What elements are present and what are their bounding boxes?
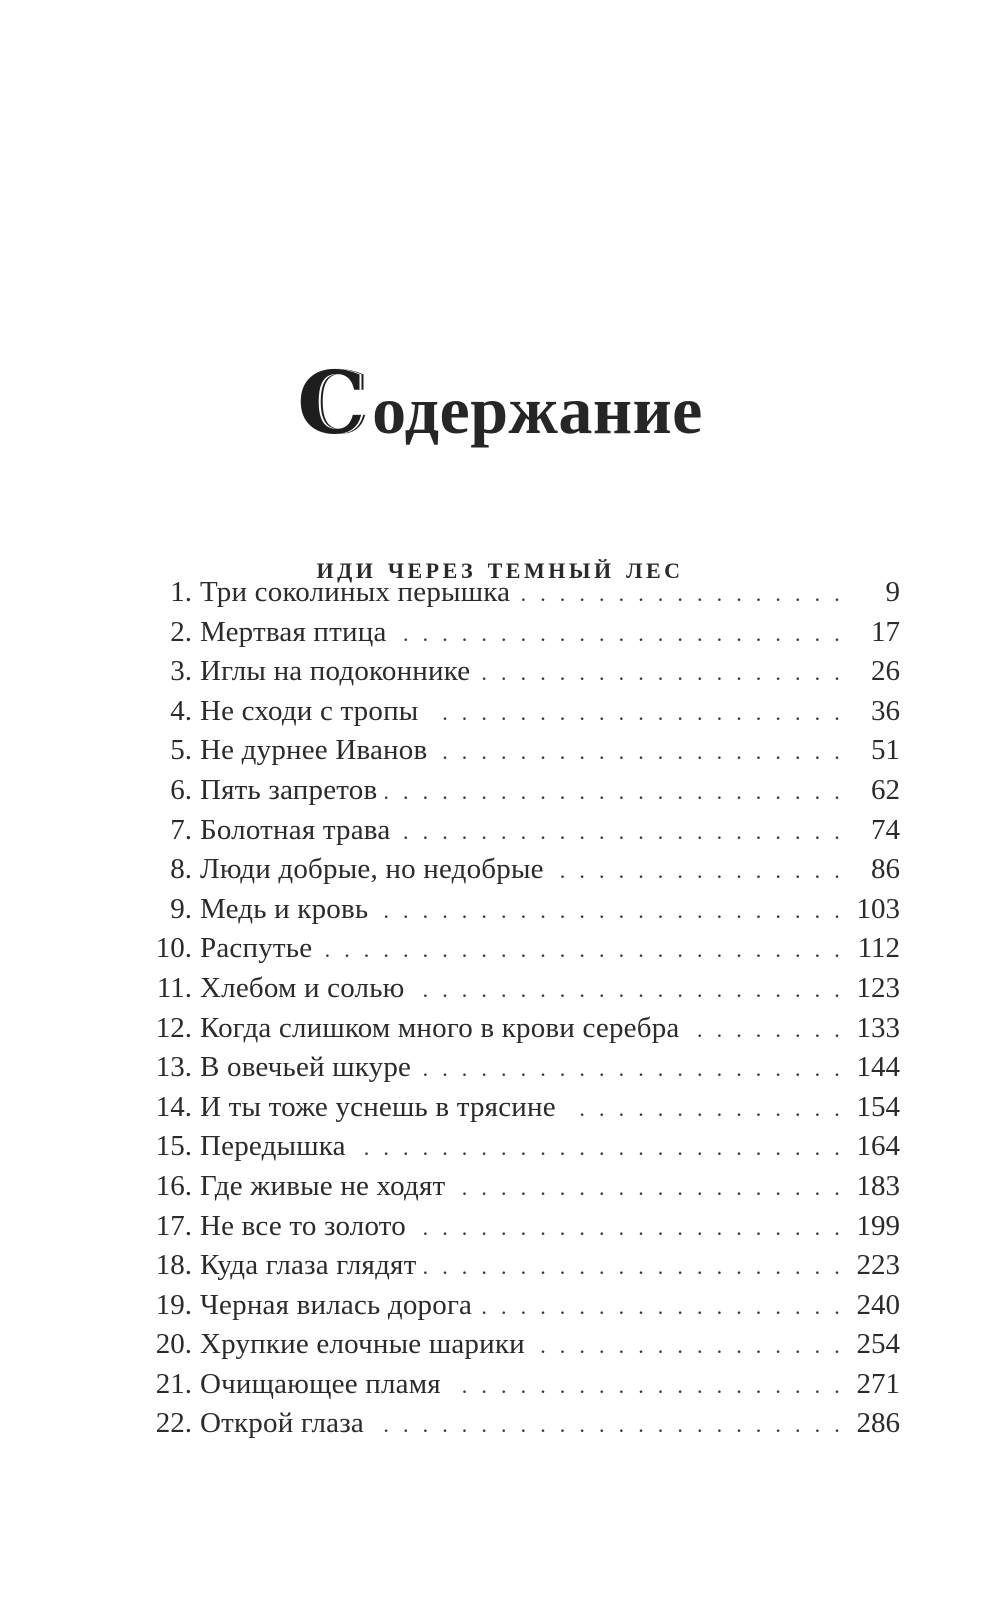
toc-entry-number: 17. (155, 1209, 192, 1242)
toc-entry[interactable] (146, 1009, 900, 1049)
toc-entry[interactable] (146, 1325, 900, 1365)
dot-leader (687, 1010, 844, 1050)
toc-entry-number: 2. (170, 615, 192, 648)
toc-entry-title: Черная вилась дорога (200, 1288, 473, 1321)
toc-entry[interactable] (146, 1088, 900, 1128)
toc-entry-page: 286 (856, 1407, 900, 1440)
toc-entry-number: 22. (155, 1407, 192, 1440)
toc-entry-title: Люди добрые, но недобрые (200, 853, 544, 886)
toc-entry-number: 14. (155, 1090, 192, 1123)
dot-leader (435, 732, 844, 772)
dot-leader (398, 812, 844, 852)
toc-entry-page: 144 (856, 1051, 900, 1084)
toc-entry-title: Куда глаза глядят (200, 1249, 417, 1282)
dot-leader (427, 693, 845, 733)
toc-entry-title: Не дурнее Иванов (200, 734, 428, 767)
toc-entry-page: 254 (856, 1328, 900, 1361)
dot-leader (552, 851, 844, 891)
toc-entry-number: 20. (155, 1328, 192, 1361)
page-title-rest: одержание (372, 371, 703, 448)
toc-entry-number: 16. (155, 1169, 192, 1202)
toc-entry-title: Медь и кровь (200, 892, 369, 925)
section-title: иди через темный лес (316, 548, 684, 585)
toc-entry[interactable] (146, 1246, 900, 1286)
toc-entry-title: Мертвая птица (200, 615, 387, 648)
toc-entry[interactable] (146, 652, 900, 692)
toc-entry[interactable] (146, 771, 900, 811)
toc-entry-number: 21. (155, 1367, 192, 1400)
toc-entry[interactable] (146, 1286, 900, 1326)
toc-entry[interactable] (146, 890, 900, 930)
toc-entry-number: 12. (155, 1011, 192, 1044)
toc-entry-page: 74 (871, 813, 900, 846)
toc-entry-number: 3. (170, 655, 192, 688)
dot-leader (564, 1089, 844, 1129)
toc-entry-title: Где живые не ходят (200, 1169, 446, 1202)
toc-entry-number: 13. (155, 1051, 192, 1084)
toc-entry-page: 36 (871, 694, 900, 727)
toc-entry[interactable] (146, 731, 900, 771)
toc-entry-title: Три соколиных перышка (200, 576, 511, 608)
dot-leader (354, 1128, 844, 1168)
toc-entry-page: 9 (885, 576, 900, 608)
toc-entry[interactable] (146, 573, 900, 613)
toc-entry[interactable] (146, 811, 900, 851)
toc-entry-page: 183 (856, 1169, 900, 1202)
toc-entry-number: 5. (170, 734, 192, 767)
toc-entry-title: Хлебом и солью (200, 971, 405, 1004)
toc-entry[interactable] (146, 929, 900, 969)
toc-entry-title: В овечьей шкуре (200, 1051, 412, 1084)
table-of-contents (146, 573, 900, 1444)
toc-entry-page: 26 (871, 655, 900, 688)
dot-leader (376, 891, 844, 931)
toc-entry[interactable] (146, 1365, 900, 1405)
toc-entry[interactable] (146, 1167, 900, 1207)
toc-entry-number: 15. (155, 1130, 192, 1163)
toc-entry[interactable] (146, 613, 900, 653)
toc-entry-title: Иглы на подоконнике (200, 655, 471, 688)
toc-entry-title: Передышка (200, 1130, 346, 1163)
dot-leader (480, 1287, 844, 1327)
toc-entry[interactable] (146, 692, 900, 732)
toc-entry[interactable] (146, 1048, 900, 1088)
dot-leader (533, 1326, 844, 1366)
dot-leader (385, 772, 844, 812)
toc-entry-page: 154 (856, 1090, 900, 1123)
toc-entry-page: 223 (856, 1249, 900, 1282)
toc-entry-title: Пять запретов (200, 773, 378, 806)
toc-entry-number: 18. (155, 1249, 192, 1282)
toc-entry-title: И ты тоже уснешь в трясине (200, 1090, 556, 1123)
toc-entry-title: Не сходи с тропы (200, 694, 419, 727)
toc-entry-number: 19. (155, 1288, 192, 1321)
dot-leader (453, 1168, 844, 1208)
toc-entry-number: 8. (170, 853, 192, 886)
toc-entry-page: 123 (856, 971, 900, 1004)
toc-entry-number: 6. (170, 773, 192, 806)
dot-leader (372, 1405, 844, 1445)
toc-entry-title: Очищающее пламя (200, 1367, 441, 1400)
toc-entry-page: 133 (856, 1011, 900, 1044)
dot-leader (320, 930, 844, 970)
toc-entry-number: 10. (155, 932, 192, 965)
dot-leader (478, 653, 844, 693)
dot-leader (424, 1247, 844, 1287)
toc-entry-number: 1. (170, 576, 192, 608)
toc-entry-page: 17 (871, 615, 900, 648)
toc-entry[interactable] (146, 850, 900, 890)
toc-entry-page: 164 (856, 1130, 900, 1163)
toc-entry-title: Распутье (200, 932, 313, 965)
toc-entry-number: 9. (170, 892, 192, 925)
toc-entry[interactable] (146, 1207, 900, 1247)
toc-entry-title: Не все то золото (200, 1209, 406, 1242)
toc-entry-number: 4. (170, 694, 192, 727)
toc-entry-number: 7. (170, 813, 192, 846)
dot-leader (419, 1049, 844, 1089)
toc-entry-page: 112 (857, 932, 900, 965)
toc-entry-page: 199 (856, 1209, 900, 1242)
toc-entry-title: Болотная трава (200, 813, 391, 846)
toc-entry[interactable] (146, 969, 900, 1009)
toc-entry-title: Когда слишком много в крови серебра (200, 1011, 680, 1044)
toc-entry-title: Хрупкие елочные шарики (200, 1328, 525, 1361)
toc-entry-title: Открой глаза (200, 1407, 364, 1440)
toc-entry[interactable] (146, 1127, 900, 1167)
toc-entry-page: 62 (871, 773, 900, 806)
toc-entry-number: 11. (156, 971, 192, 1004)
toc-entry[interactable] (146, 1404, 900, 1444)
toc-entry-page: 103 (856, 892, 900, 925)
toc-entry-page: 51 (871, 734, 900, 767)
dot-leader (413, 970, 844, 1010)
dot-leader (518, 574, 844, 614)
toc-entry-page: 240 (856, 1288, 900, 1321)
dot-leader (449, 1366, 844, 1406)
dot-leader (395, 614, 844, 654)
dot-leader (414, 1208, 844, 1248)
toc-entry-page: 271 (856, 1367, 900, 1400)
page-title (0, 352, 1000, 454)
decorative-initial: С (297, 352, 367, 454)
toc-entry-page: 86 (871, 853, 900, 886)
